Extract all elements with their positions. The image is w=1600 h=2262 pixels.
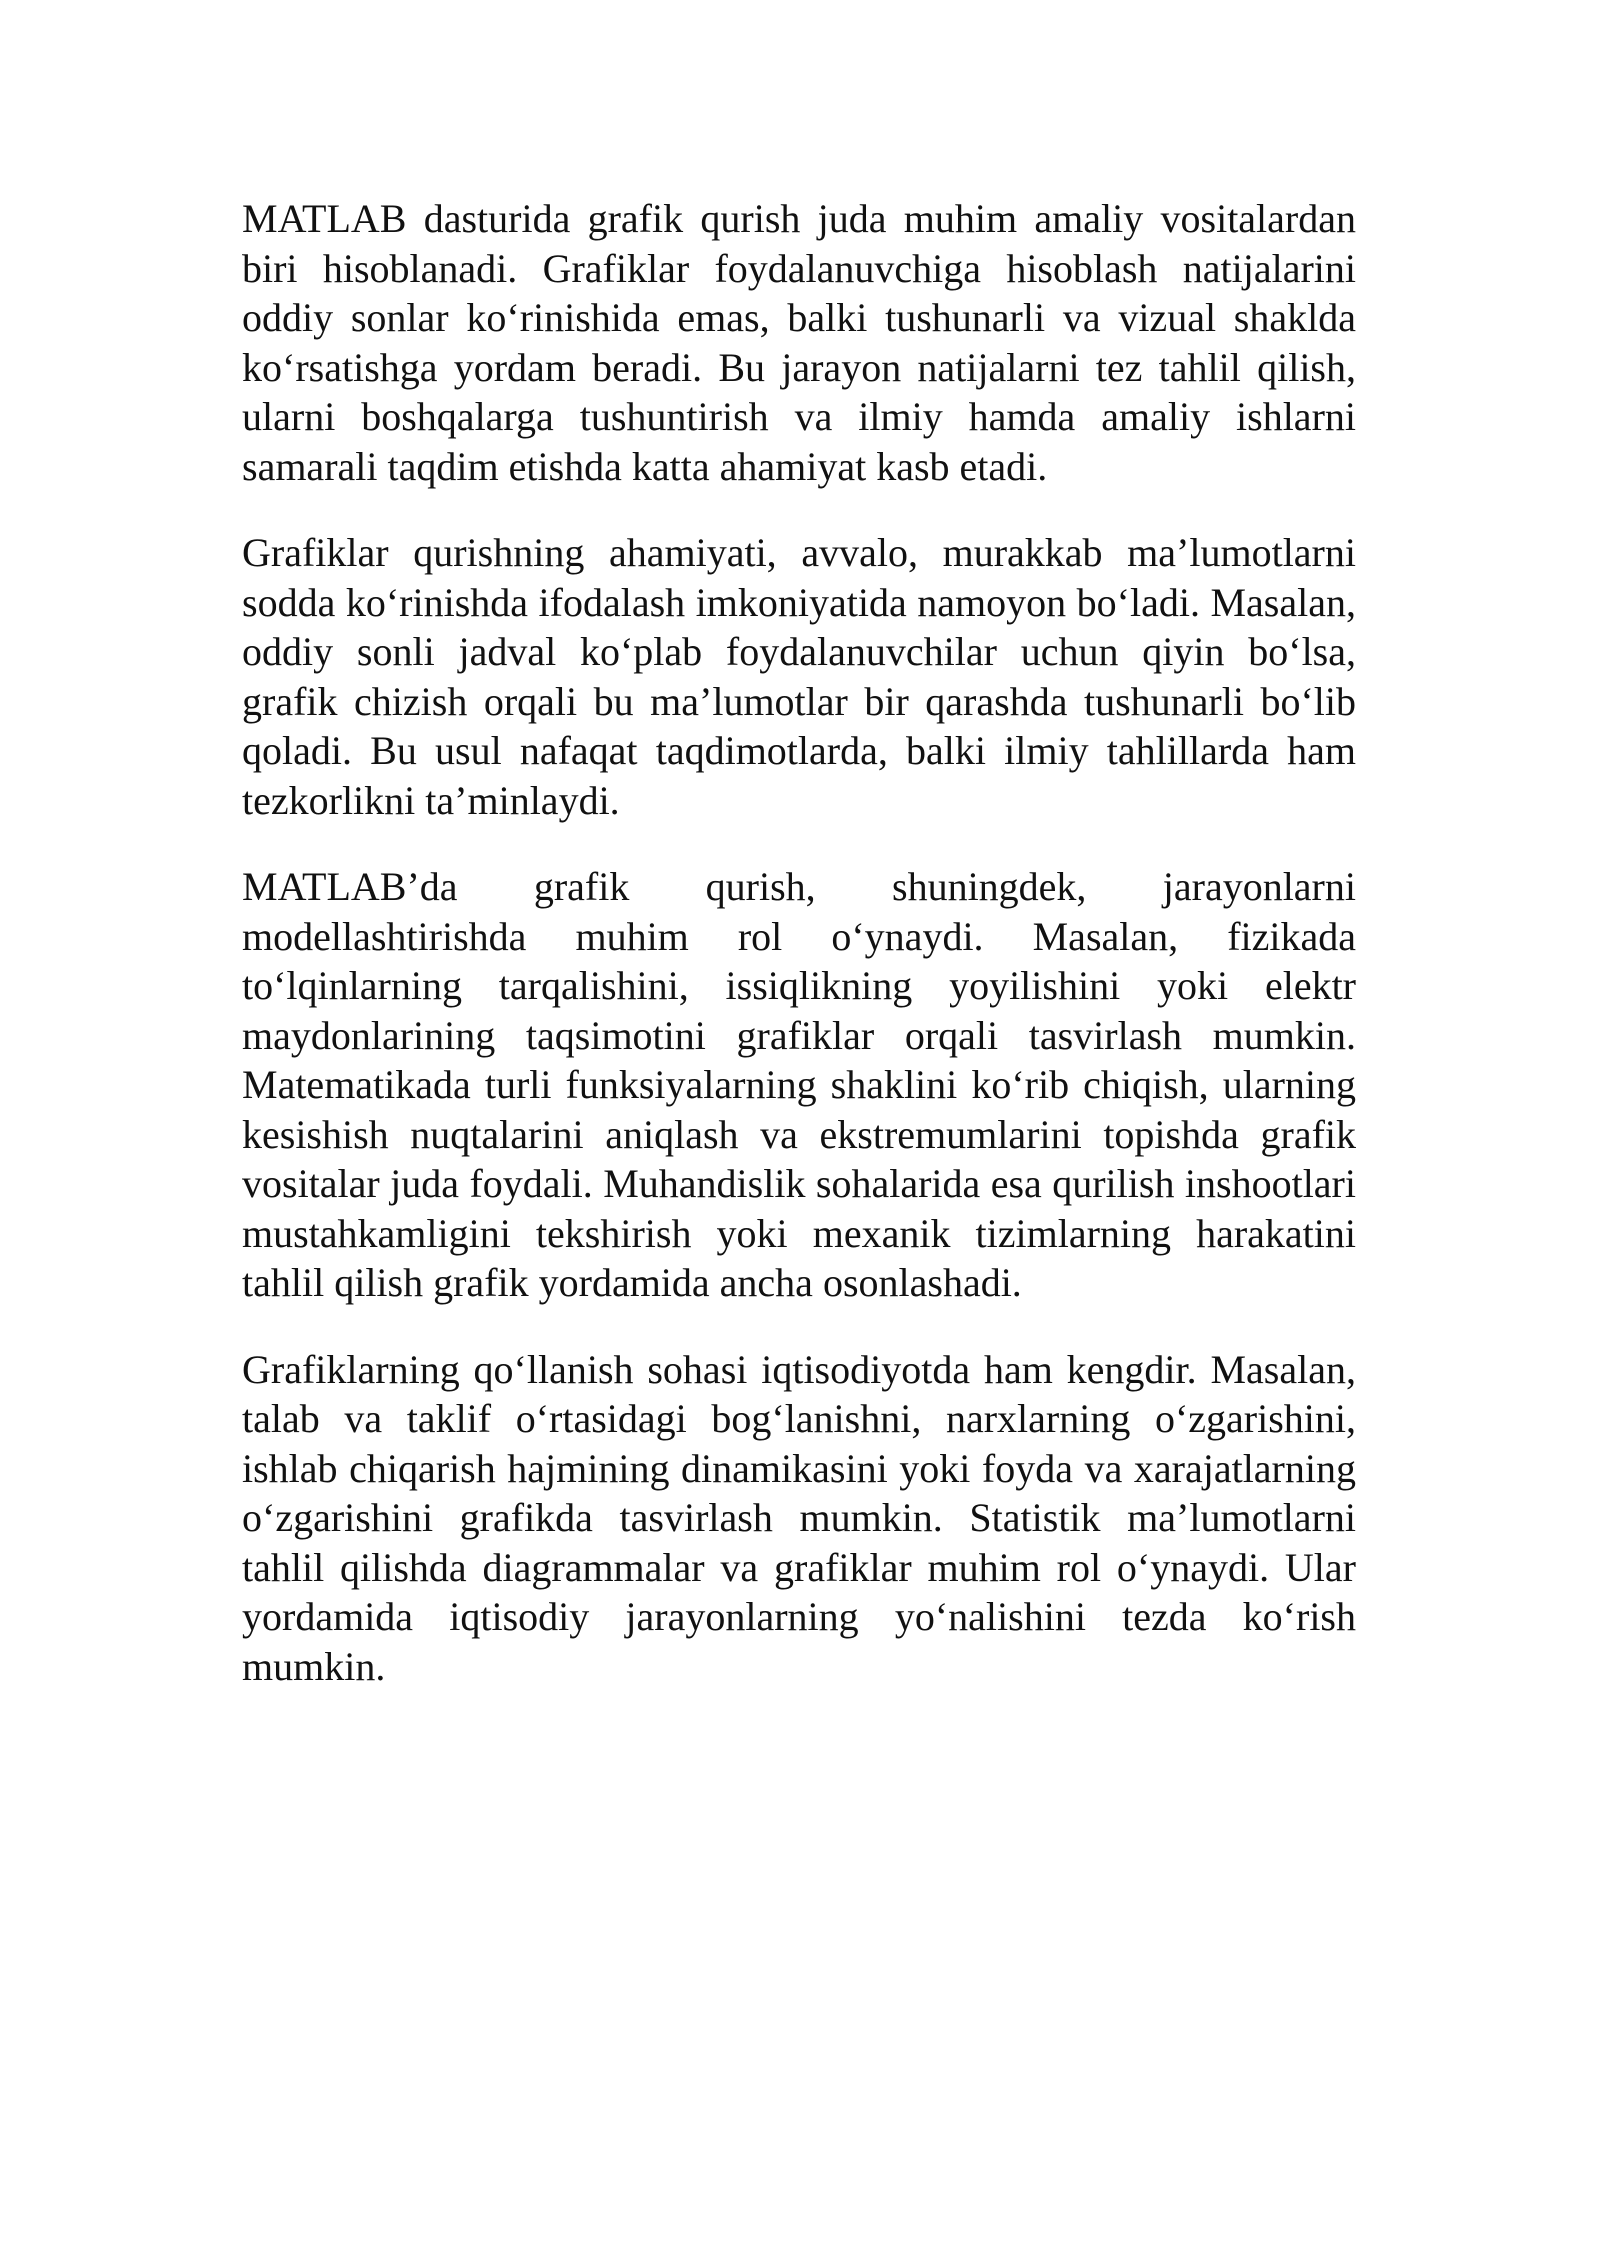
paragraph-1: MATLAB dasturida grafik qurish juda muhim amaliy vositalardan biri hisoblanadi. Grafiklar foydalanuvchiga hisoblash natijalarini oddiy sonlar ko‘rinishida emas, balki tushunarli va vizual shaklda ko‘rsatishga yordam beradi. Bu jarayon natijalarni tez tahlil qilish, ularni boshqalarga tushuntirish va ilmiy hamda amaliy ishlarni samarali taqdim etishda katta ahamiyat kasb etadi. (242, 196, 1356, 489)
document-body (242, 194, 1356, 1728)
paragraph-2: Grafiklar qurishning ahamiyati, avvalo, murakkab ma’lumotlarni sodda ko‘rinishda ifodalash imkoniyatida namoyon bo‘ladi. Masalan, oddiy sonli jadval ko‘plab foydalanuvchilar uchun qiyin bo‘lsa, grafik chizish orqali bu ma’lumotlar bir qarashda tushunarli bo‘lib qoladi. Bu usul nafaqat taqdimotlarda, balki ilmiy tahlillarda ham tezkorlikni ta’minlaydi. (242, 530, 1356, 823)
paragraph-3: MATLAB’da grafik qurish, shuningdek, jarayonlarni modellashtirishda muhim rol o‘ynaydi. Masalan, fizikada to‘lqinlarning tarqalishini, issiqlikning yoyilishini yoki elektr maydonlarining taqsimotini grafiklar orqali tasvirlash mumkin. Matematikada turli funksiyalarning shaklini ko‘rib chiqish, ularning kesishish nuqtalarini aniqlash va ekstremumlarini topishda grafik vositalar juda foydali. Muhandislik sohalarida esa qurilish inshootlari mustahkamligini tekshirish yoki mexanik tizimlarning harakatini tahlil qilish grafik yordamida ancha osonlashadi. (242, 864, 1356, 1305)
paragraph-4: Grafiklarning qo‘llanish sohasi iqtisodiyotda ham kengdir. Masalan, talab va taklif o‘rtasidagi bog‘lanishni, narxlarning o‘zgarishini, ishlab chiqarish hajmining dinamikasini yoki foyda va xarajatlarning o‘zgarishini grafikda tasvirlash mumkin. Statistik ma’lumotlarni tahlil qilishda diagrammalar va grafiklar muhim rol o‘ynaydi. Ular yordamida iqtisodiy jarayonlarning yo‘nalishini tezda ko‘rish mumkin. (242, 1346, 1356, 1689)
